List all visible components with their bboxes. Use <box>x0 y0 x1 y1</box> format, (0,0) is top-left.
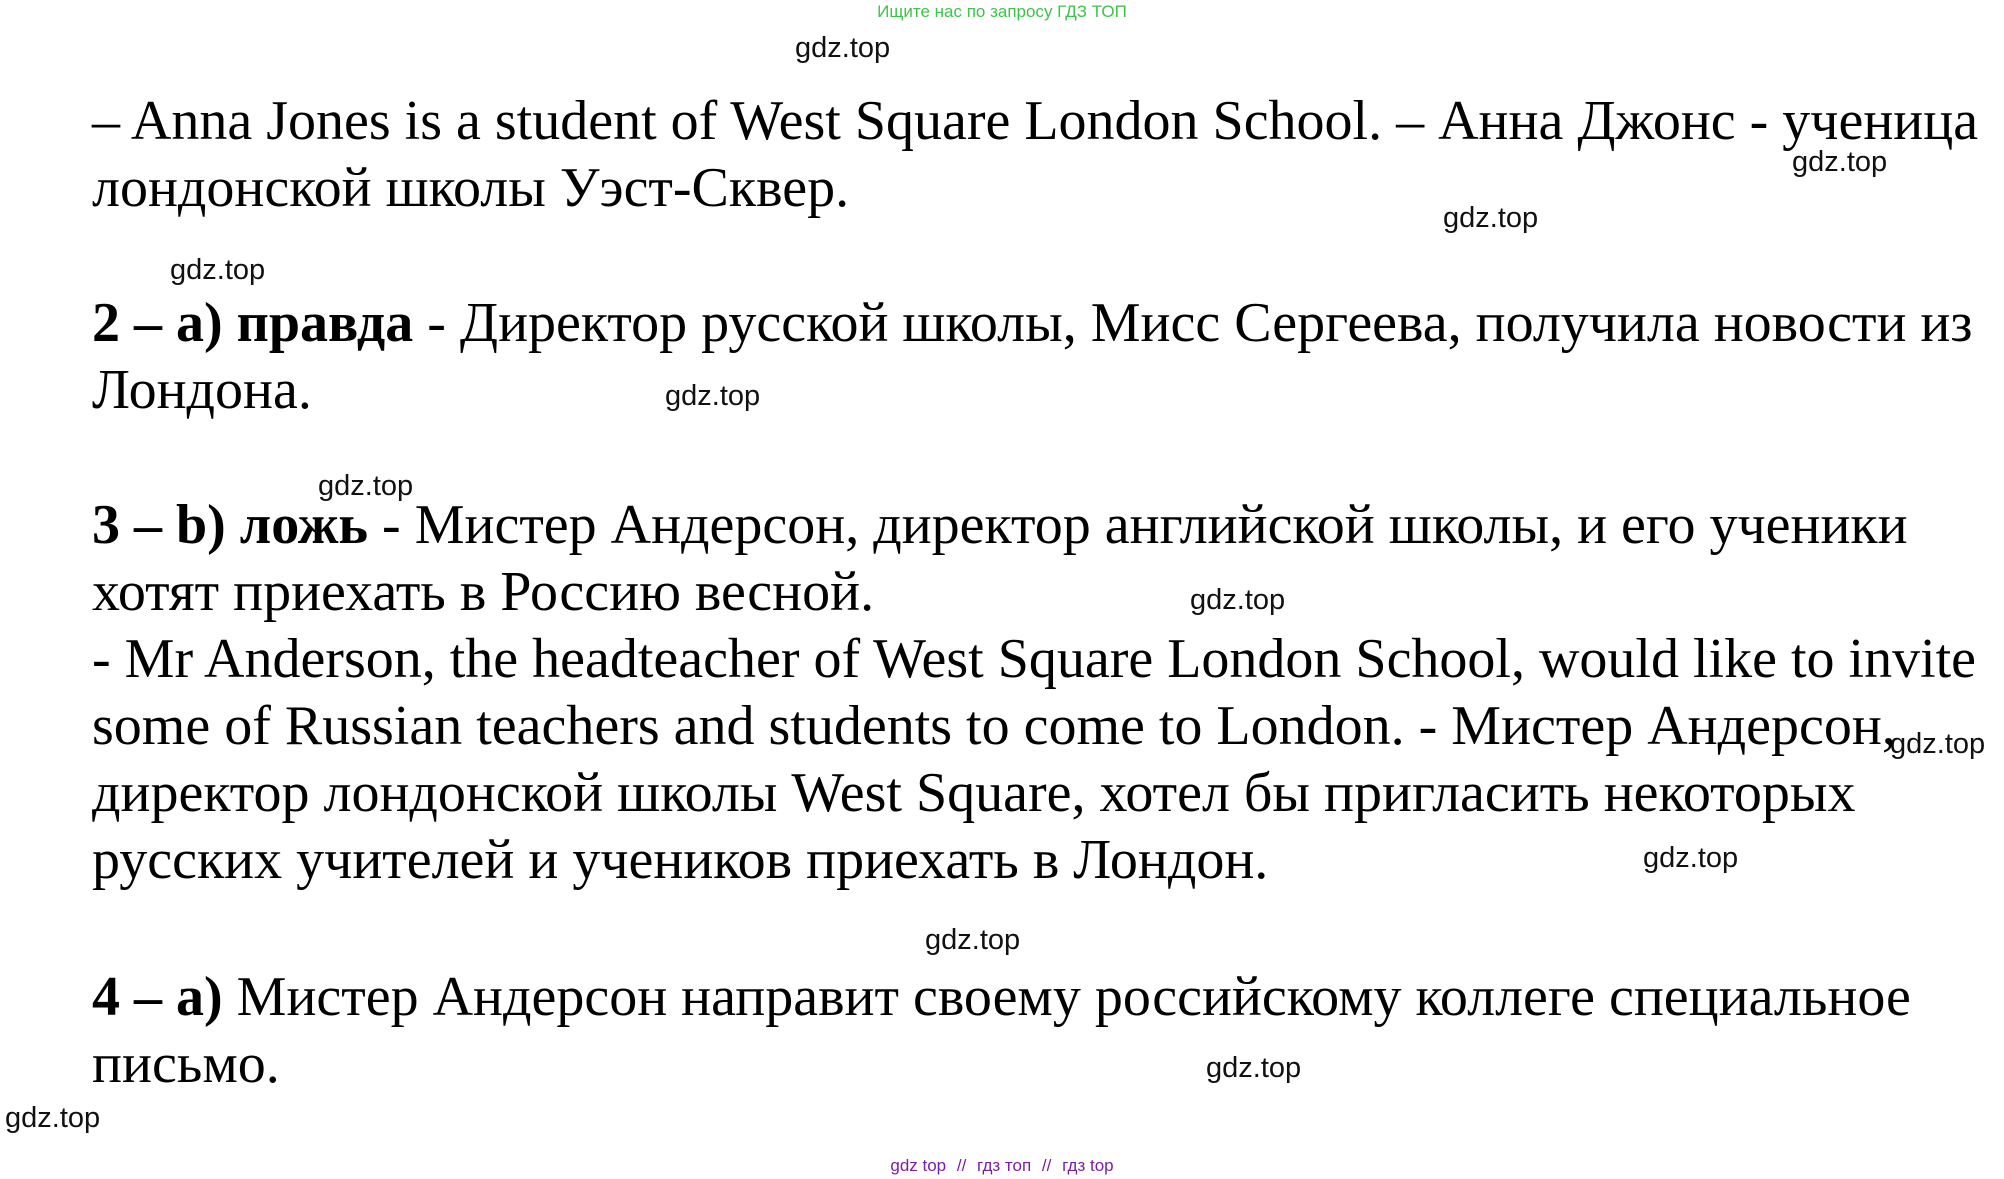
answer-4 <box>92 964 1992 1098</box>
watermark: gdz.top <box>1443 202 1539 234</box>
answer-4-text: Мистер Андерсон направит своему российскому коллеге специальное письмо. <box>92 966 1911 1095</box>
footer-separator: // <box>956 1156 967 1175</box>
footer-link[interactable]: гдз топ <box>977 1156 1032 1175</box>
watermark: gdz.top <box>925 924 1021 956</box>
answer-3-label: 3 – b) ложь <box>92 494 369 556</box>
answer-3-text: - Мистер Андерсон, директор английской школы, и его ученики хотят приехать в Россию весной. <box>92 494 1908 623</box>
watermark: gdz.top <box>1643 842 1739 874</box>
watermark: gdz.top <box>170 254 266 286</box>
footer-links <box>0 1156 2004 1176</box>
watermark: gdz.top <box>1190 584 1286 616</box>
answer-2 <box>92 290 1992 424</box>
footer-separator: // <box>1041 1156 1052 1175</box>
answer-2-label: 2 – a) правда <box>92 292 414 354</box>
watermark: gdz.top <box>665 380 761 412</box>
watermark: gdz.top <box>318 470 414 502</box>
header-note: Ищите нас по запросу ГДЗ ТОП <box>877 2 1127 21</box>
answer-3-explanation-text: - Mr Anderson, the headteacher of West Square London School, would like to invite some of Russian teachers and students to come to London. - Мистер Андерсон, директор лондонской школы West Square, хотел бы пригласить некоторых русских учителей и учеников приехать в Лондон. <box>92 628 1977 891</box>
answer-intro <box>92 88 1992 222</box>
watermark: gdz.top <box>1206 1052 1302 1084</box>
watermark: gdz.top <box>5 1102 101 1134</box>
footer-link[interactable]: гдз top <box>1062 1156 1114 1175</box>
footer-link[interactable]: gdz top <box>890 1156 947 1175</box>
answer-intro-text: – Anna Jones is a student of West Square London School. – Анна Джонс - ученица лондонской школы Уэст-Сквер. <box>92 90 1979 219</box>
watermark: gdz.top <box>795 32 891 64</box>
answer-4-label: 4 – a) <box>92 966 223 1028</box>
watermark: gdz.top <box>1890 728 1986 760</box>
answer-3 <box>92 492 1992 626</box>
watermark: gdz.top <box>1792 146 1888 178</box>
answer-3-explanation <box>92 626 1992 894</box>
answer-2-text: - Директор русской школы, Мисс Сергеева, получила новости из Лондона. <box>92 292 1973 421</box>
